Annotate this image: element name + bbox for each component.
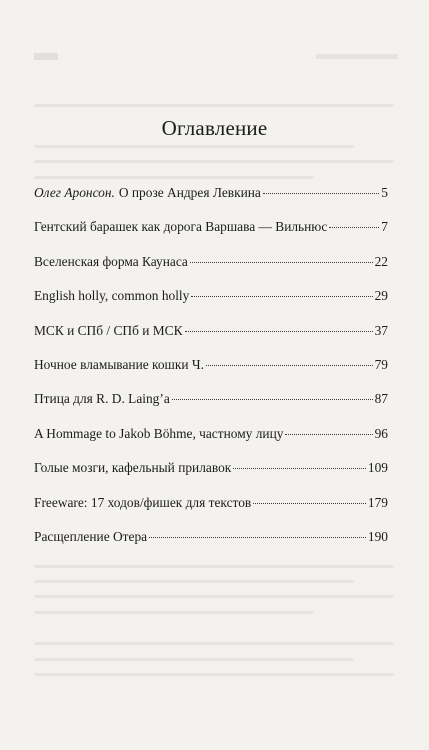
- ghost-line: [34, 595, 394, 598]
- toc-entry-page-number: 87: [374, 391, 388, 407]
- toc-entry-title: МСК и СПб / СПб и МСК: [34, 322, 183, 338]
- toc-entry-title: О прозе Андрея Левкина: [118, 185, 261, 200]
- dot-leader: [329, 227, 379, 228]
- toc-entry-title: Ночное вламывание кошки Ч.: [34, 356, 204, 372]
- toc-entry-page-number: 7: [381, 219, 388, 235]
- toc-entry-page-number: 96: [374, 425, 388, 441]
- toc-entry: [34, 529, 388, 545]
- ghost-page-number: [34, 53, 58, 60]
- dot-leader: [185, 331, 373, 332]
- toc-entry-title: Гентский барашек как дорога Варшава — Вильнюс: [34, 219, 328, 235]
- toc-entry-title: Вселенская форма Каунаса: [34, 253, 188, 269]
- ghost-line: [34, 673, 394, 676]
- dot-leader: [190, 262, 373, 263]
- toc-entry-title: Freeware: 17 ходов/фишек для текстов: [34, 494, 252, 510]
- toc-entry: [34, 391, 388, 407]
- ghost-line: [34, 104, 394, 107]
- toc-entry-title: Голые мозги, кафельный прилавок: [34, 460, 232, 476]
- toc-entry-page-number: 5: [381, 185, 388, 200]
- toc-entry: [34, 357, 388, 373]
- toc-entry: [34, 426, 388, 442]
- ghost-line: [34, 176, 314, 179]
- toc-entry: [34, 185, 388, 201]
- dot-leader: [253, 503, 366, 504]
- ghost-line: [34, 160, 394, 163]
- toc-entry-title: A Hommage to Jakob Böhme, частному лицу: [34, 425, 284, 441]
- toc-entry: [34, 288, 388, 304]
- toc-entry-page-number: 109: [367, 460, 388, 476]
- ghost-running-title: [316, 54, 398, 59]
- ghost-line: [34, 565, 394, 568]
- toc-entry: [34, 495, 388, 511]
- ghost-line: [34, 145, 354, 148]
- toc-entry: [34, 219, 388, 235]
- page-title: Оглавление: [161, 116, 268, 140]
- toc-entry-page-number: 179: [367, 494, 388, 510]
- running-head-show-through: [34, 53, 398, 61]
- ghost-line: [34, 642, 394, 645]
- dot-leader: [206, 365, 373, 366]
- dot-leader: [172, 399, 373, 400]
- toc-entry-page-number: 79: [374, 356, 388, 372]
- dot-leader: [233, 468, 366, 469]
- toc-entry-title: Птица для R. D. Laing’a: [34, 391, 170, 407]
- dot-leader: [191, 296, 372, 297]
- toc-entry-title: Расщепление Отера: [34, 528, 148, 544]
- toc-entry-author: Олег Аронсон.: [34, 185, 115, 200]
- ghost-line: [34, 611, 314, 614]
- toc-entry-title: English holly, common holly: [34, 288, 190, 304]
- dot-leader: [263, 193, 379, 194]
- toc-entry-page-number: 29: [374, 288, 388, 304]
- dot-leader: [149, 537, 366, 538]
- toc-entry: [34, 254, 388, 270]
- ghost-line: [34, 658, 354, 661]
- toc-entry: [34, 460, 388, 476]
- dot-leader: [285, 434, 372, 435]
- toc-entry-page-number: 22: [374, 253, 388, 269]
- ghost-line: [34, 580, 354, 583]
- table-of-contents: [34, 185, 388, 563]
- toc-entry: [34, 323, 388, 339]
- toc-entry-page-number: 190: [367, 528, 388, 544]
- toc-entry-page-number: 37: [374, 322, 388, 338]
